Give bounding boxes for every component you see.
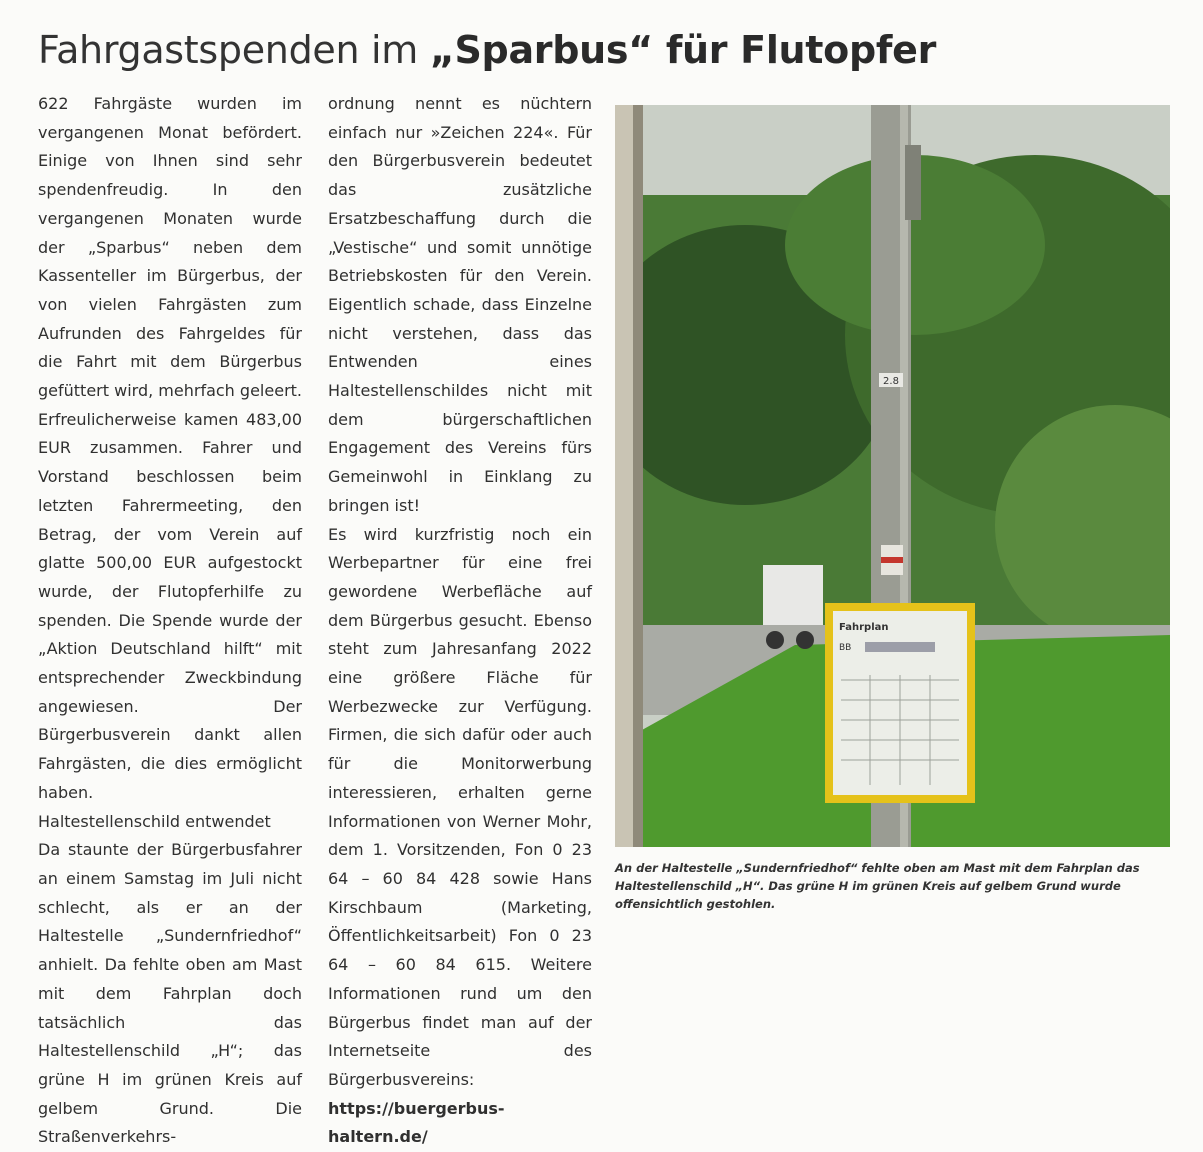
paragraph-stolen-sign-continued: ordnung nennt es nüchtern einfach nur »Zeichen 224«. Für den Bürgerbusverein bedeutet das zusätzliche Ersatzbeschaffung durch die „Vestische“ und somit unnötige Betriebskosten für den Verein. Eigentlich schade, dass Einzelne nicht verstehen, dass das Entwenden eines Haltestellenschildes nicht mit dem bürgerschaftlichen Engagement des Vereins fürs Gemeinwohl in Einklang zu bringen ist! <box>328 94 592 515</box>
paragraph-stolen-sign: Da staunte der Bürgerbusfahrer an einem Samstag im Juli nicht schlecht, als er an der Haltestelle „Sundernfriedhof“ anhielt. Da fehlte oben am Mast mit dem Fahrplan doch tatsächlich das Haltestellenschild „H“; das grüne H im grünen Kreis auf gelbem Grund. Die Straßenverkehrs- <box>38 840 302 1147</box>
article-title <box>38 26 936 74</box>
sign-line: BB <box>839 643 852 653</box>
paragraph-advertising: Es wird kurzfristig noch ein Werbepartner für eine frei gewordene Werbefläche auf dem Bürgerbus gesucht. Ebenso steht zum Jahresanfang 2022 eine größere Fläche für Werbezwecke zur Verfügung. Firmen, die sich dafür oder auch für die Monitorwerbung interessieren, erhalten gerne Informationen von Werner Mohr, dem 1. Vorsitzenden, Fon 0 23 64 – 60 84 428 sowie Hans Kirschbaum (Marketing, Öffentlichkeitsarbeit) Fon 0 23 64 – 60 84 615. Weitere Informationen rund um den Bürgerbus findet man auf der Internetseite des Bürgerbusvereins: <box>328 524 592 1089</box>
sign-heading: Fahrplan <box>839 622 889 633</box>
pole-number: 2.8 <box>883 376 899 387</box>
subheading-stolen-sign: Haltestellenschild entwendet <box>38 811 271 831</box>
text-column-1 <box>38 90 302 1152</box>
bus-stop-photo <box>615 105 1170 847</box>
photo-caption: An der Haltestelle „Sundernfriedhof“ fehlte oben am Mast mit dem Fahrplan das Haltestellenschild „H“. Das grüne H im grünen Kreis auf gelbem Grund wurde offensichtlich gestohlen. <box>615 861 1140 911</box>
title-bold: „Sparbus“ für Flutopfer <box>429 28 937 72</box>
bus-stop-illustration <box>615 105 1170 847</box>
text-column-2 <box>328 90 592 1152</box>
website-link[interactable]: https://buergerbus-haltern.de/ <box>328 1098 505 1147</box>
title-regular: Fahrgastspenden im <box>38 28 430 72</box>
paragraph-donation: 622 Fahrgäste wurden im vergangenen Monat befördert. Einige von Ihnen sind sehr spendenfreudig. In den vergangenen Monaten wurde der „Sparbus“ neben dem Kassenteller im Bürgerbus, der von vielen Fahrgästen zum Aufrunden des Fahrgeldes für die Fahrt mit dem Bürgerbus gefüttert wird, mehrfach geleert. Erfreulicherweise kamen 483,00 EUR zusammen. Fahrer und Vorstand beschlossen beim letzten Fahrermeeting, den Betrag, der vom Verein auf glatte 500,00 EUR aufgestockt wurde, der Flutopferhilfe zu spenden. Die Spende wurde der „Aktion Deutschland hilft“ mit entsprechender Zweckbindung angewiesen. Der Bürgerbusverein dankt allen Fahrgästen, die dies ermöglicht haben. <box>38 94 302 802</box>
